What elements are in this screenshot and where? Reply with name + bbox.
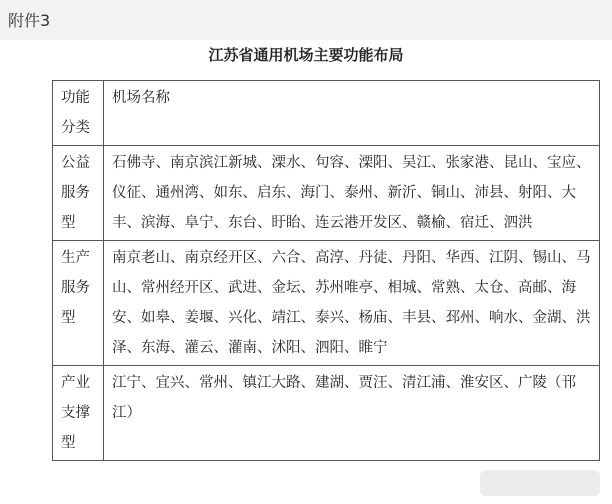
header-category-cell: 功能分类 <box>53 81 104 146</box>
table-row <box>53 366 600 461</box>
airports-cell: 江宁、宜兴、常州、镇江大路、建湖、贾汪、清江浦、淮安区、广陵（邗江） <box>104 366 600 461</box>
category-cell: 生产服务型 <box>53 241 104 366</box>
document-title: 江苏省通用机场主要功能布局 <box>208 46 404 64</box>
attachment-label: 附件3 <box>8 11 51 30</box>
watermark-logo <box>480 470 600 496</box>
header-band <box>0 0 612 40</box>
airport-function-table <box>52 80 600 461</box>
airports-cell: 石佛寺、南京滨江新城、溧水、句容、溧阳、吴江、张家港、昆山、宝应、仪征、通州湾、如东、启东、海门、泰州、新沂、铜山、沛县、射阳、大丰、滨海、阜宁、东台、盱眙、连云港开发区、赣榆、宿迁、泗洪 <box>104 146 600 241</box>
category-cell: 产业支撑型 <box>53 366 104 461</box>
table-row <box>53 146 600 241</box>
table-header-row <box>53 81 600 146</box>
header-airports-cell: 机场名称 <box>104 81 600 146</box>
airports-cell: 南京老山、南京经开区、六合、高淳、丹徒、丹阳、华西、江阴、锡山、马山、常州经开区、武进、金坛、苏州唯亭、相城、常熟、太仓、高邮、海安、如皋、姜堰、兴化、靖江、泰兴、杨庙、丰县、邳州、响水、金湖、洪泽、东海、灌云、灌南、沭阳、泗阳、睢宁 <box>104 241 600 366</box>
table-row <box>53 241 600 366</box>
category-cell: 公益服务型 <box>53 146 104 241</box>
